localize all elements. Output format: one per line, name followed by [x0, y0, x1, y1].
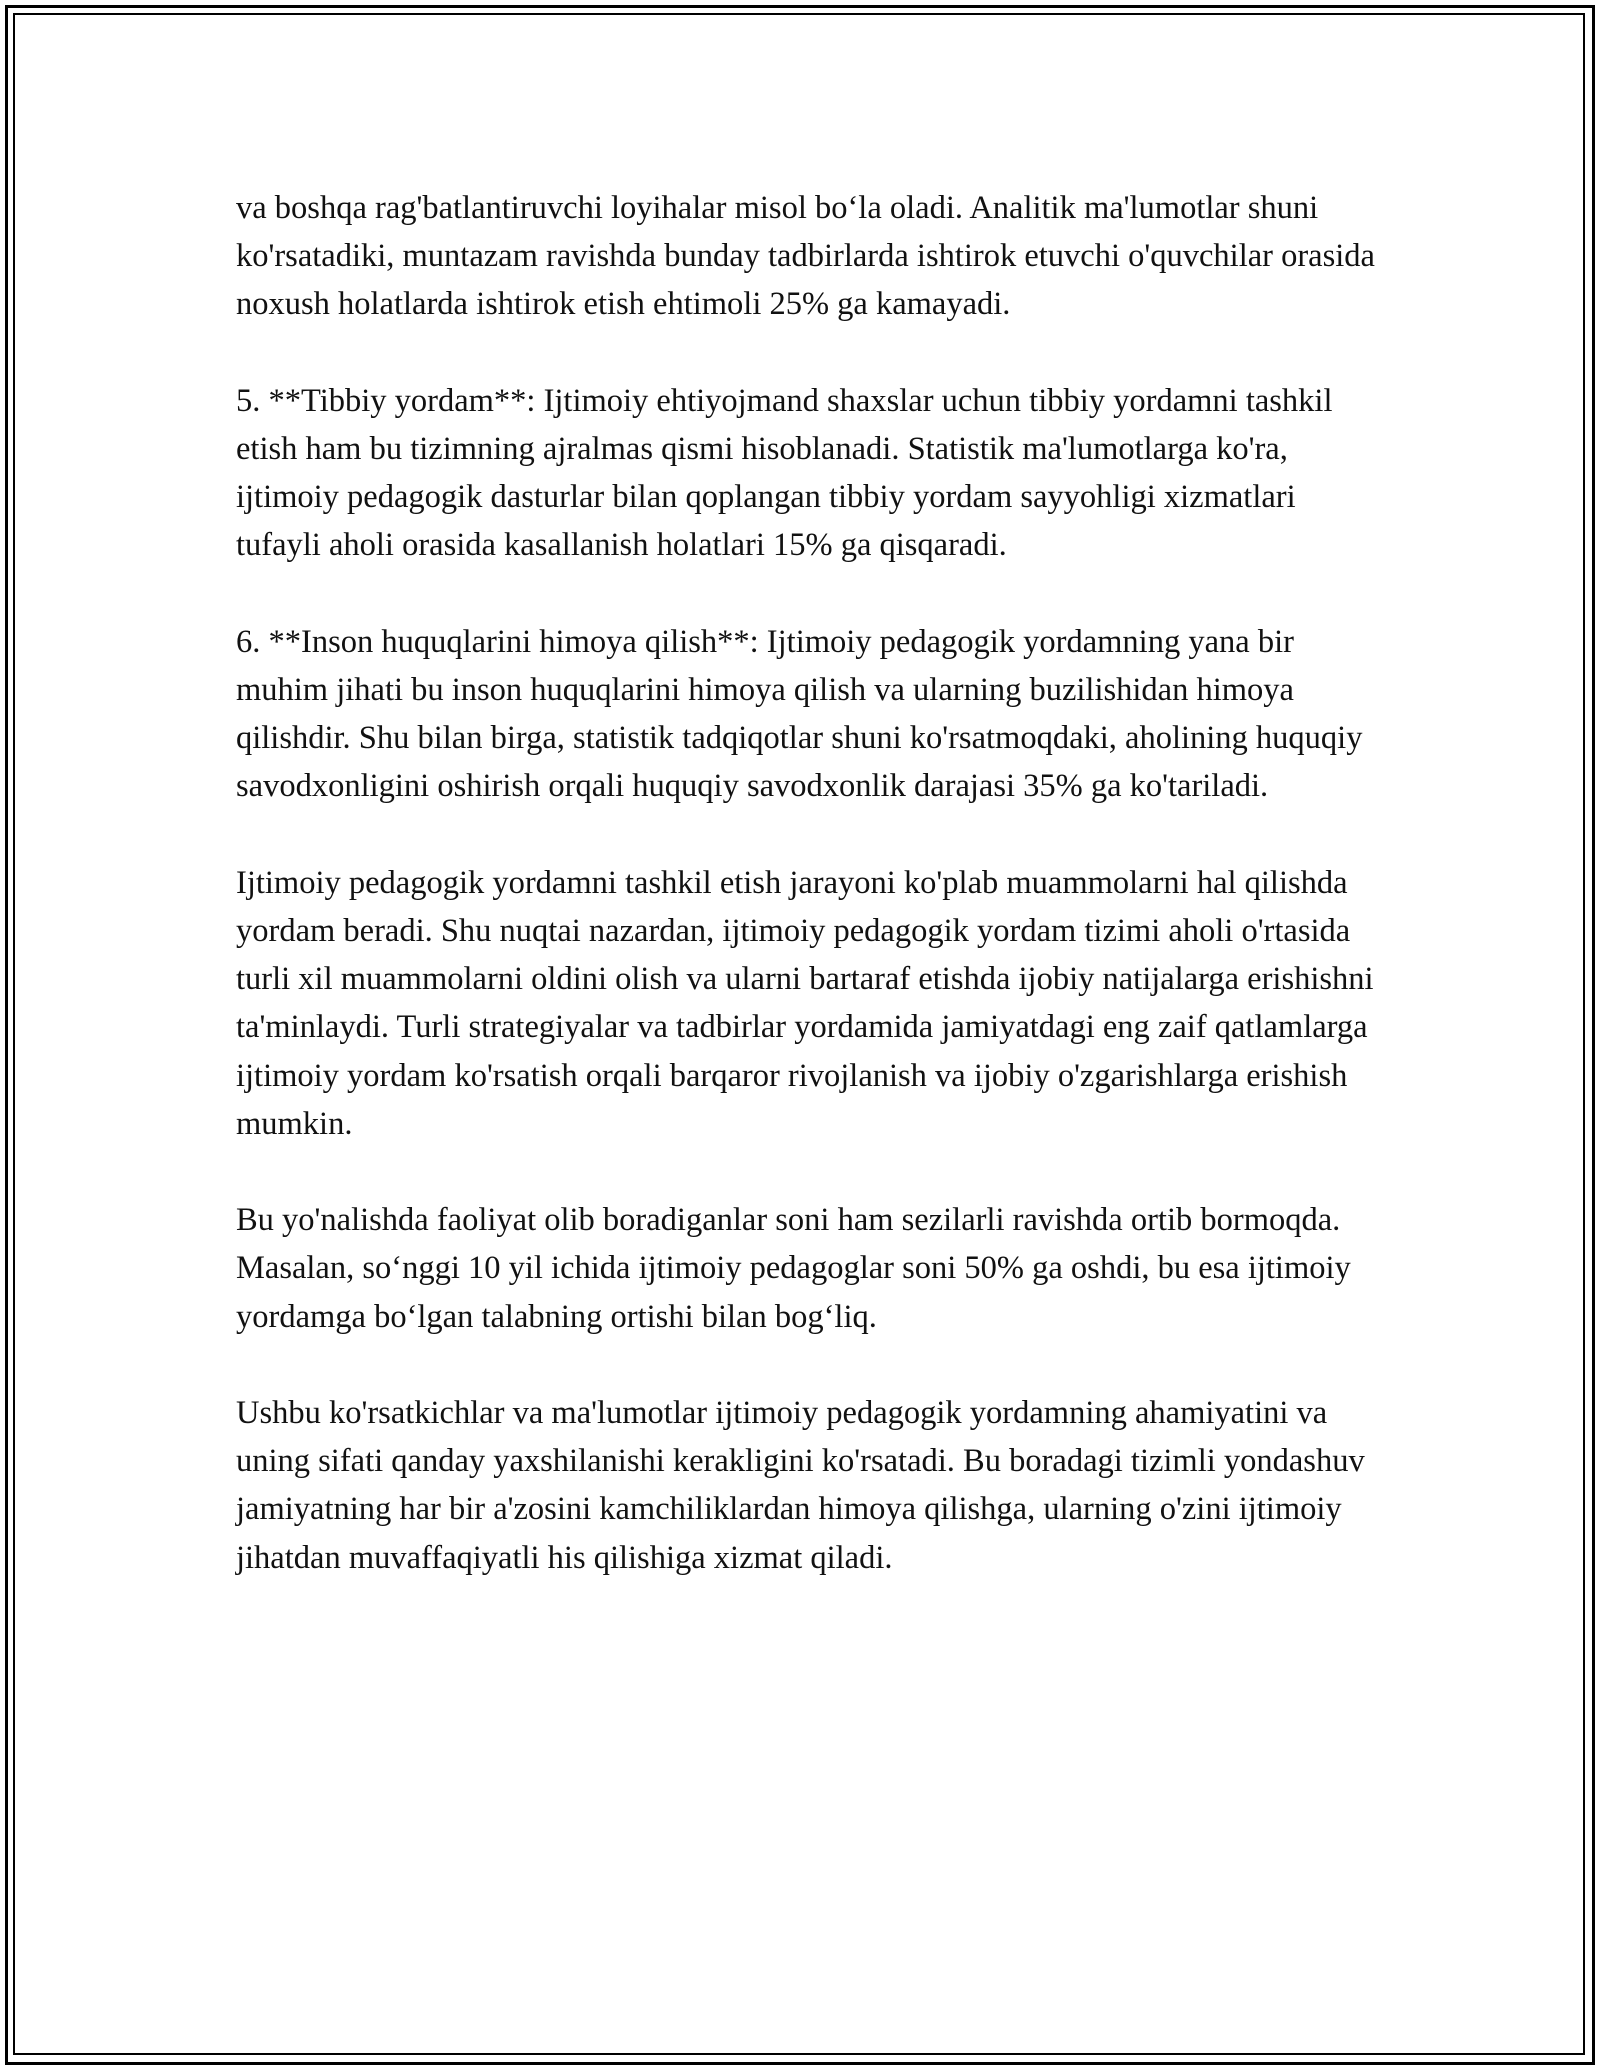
paragraph-tibbiy-yordam: 5. **Tibbiy yordam**: Ijtimoiy ehtiyojmand shaxslar uchun tibbiy yordamni tashkil etish ham bu tizimning ajralmas qismi hisoblanadi. Statistik ma'lumotlarga ko'ra, ijtimoiy pedagogik dasturlar bilan qoplangan tibbiy yordam sayyohligi xizmatlari tufayli aholi orasida kasallanish holatlari 15% ga qisqaradi. — [236, 382, 1333, 564]
document-body — [236, 184, 1386, 1582]
paragraph-continuation: va boshqa rag'batlantiruvchi loyihalar misol bo‘la oladi. Analitik ma'lumotlar shuni ko'rsatadiki, muntazam ravishda bunday tadbirlarda ishtirok etuvchi o'quvchilar orasida noxush holatlarda ishtirok etish ehtimoli 25% ga kamayadi. — [236, 190, 1375, 323]
paragraph-xulosa: Ushbu ko'rsatkichlar va ma'lumotlar ijtimoiy pedagogik yordamning ahamiyatini va uning sifati qanday yaxshilanishi kerakligini ko'rsatadi. Bu boradagi tizimli yondashuv jamiyatning har bir a'zosini kamchiliklardan himoya qilishga, ularning o'zini ijtimoiy jihatdan muvaffaqiyatli his qilishiga xizmat qiladi. — [236, 1395, 1365, 1576]
paragraph-yordam-jarayoni: Ijtimoiy pedagogik yordamni tashkil etish jarayoni ko'plab muammolarni hal qilishda yordam beradi. Shu nuqtai nazardan, ijtimoiy pedagogik yordam tizimi aholi o'rtasida turli xil muammolarni oldini olish va ularni bartaraf etishda ijobiy natijalarga erishishni ta'minlaydi. Turli strategiyalar va tadbirlar yordamida jamiyatdagi eng zaif qatlamlarga ijtimoiy yordam ko'rsatish orqali barqaror rivojlanish va ijobiy o'zgarishlarga erishish mumkin. — [236, 864, 1374, 1142]
paragraph-inson-huquqlari: 6. **Inson huquqlarini himoya qilish**: Ijtimoiy pedagogik yordamning yana bir muhim jihati bu inson huquqlarini himoya qilish va ularning buzilishidan himoya qilishdir. Shu bilan birga, statistik tadqiqotlar shuni ko'rsatmoqdaki, aholining huquqiy savodxonligini oshirish orqali huquqiy savodxonlik darajasi 35% ga ko'tariladi. — [236, 623, 1363, 805]
paragraph-faoliyat: Bu yo'nalishda faoliyat olib boradiganlar soni ham sezilarli ravishda ortib bormoqda. Masalan, so‘nggi 10 yil ichida ijtimoiy pedagoglar soni 50% ga oshdi, bu esa ijtimoiy yordamga bo‘lgan talabning ortishi bilan bog‘liq. — [236, 1202, 1351, 1335]
